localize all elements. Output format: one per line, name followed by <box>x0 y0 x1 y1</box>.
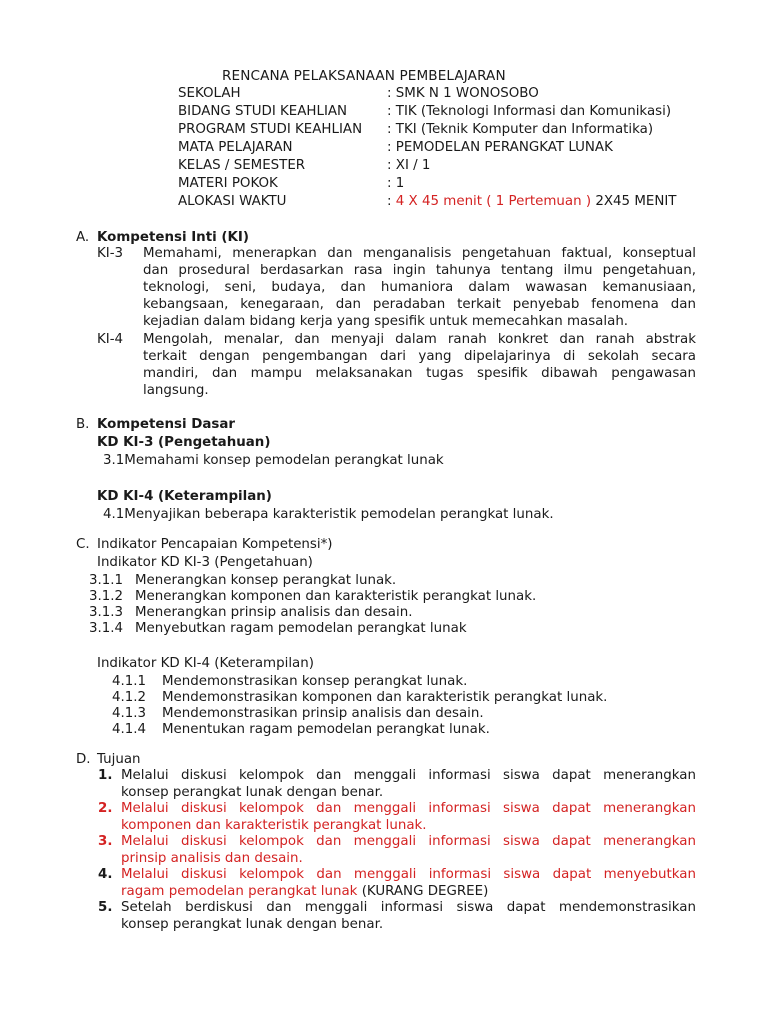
goal-3-num: 3. <box>98 834 113 849</box>
goal-line <box>121 850 696 867</box>
goal-1-num: 1. <box>98 768 113 783</box>
ki4-line: terkait dengan pengembangan dari yang dipelajarinya di sekolah secara <box>143 349 696 364</box>
goal-line <box>121 817 696 834</box>
goal-4-num: 4. <box>98 867 113 882</box>
ki3-line: teknologi, seni, budaya, dan humaniora dalam wawasan kemanusiaan, <box>143 280 696 295</box>
kd-3-1-item: 3.1Memahami konsep pemodelan perangkat lunak <box>103 453 444 468</box>
goal-line: Melalui diskusi kelompok dan menggali informasi siswa dapat menerangkan <box>121 834 696 849</box>
time-colon: : <box>387 194 392 209</box>
goal-2-text <box>121 800 696 834</box>
ki4-text <box>143 331 696 399</box>
goal-line: Melalui diskusi kelompok dan menggali informasi siswa dapat menyebutkan <box>121 867 696 882</box>
ind-3-1-3-text: Menerangkan prinsip analisis dan desain. <box>135 605 413 620</box>
goal-4-note: (KURANG DEGREE) <box>361 884 489 899</box>
section-b-heading: Kompetensi Dasar <box>97 417 235 432</box>
time-value-suffix: 2X45 MENIT <box>595 194 677 209</box>
ind-3-1-4-text: Menyebutkan ragam pemodelan perangkat lunak <box>135 621 467 636</box>
header-label-school: SEKOLAH <box>178 86 241 101</box>
goal-line-part: prinsip analisis dan desain. <box>121 851 303 866</box>
ind-4-1-2-num: 4.1.2 <box>112 690 147 705</box>
header-label-subject: MATA PELAJARAN <box>178 140 293 155</box>
section-a-letter: A. <box>76 230 90 245</box>
goal-line: Melalui diskusi kelompok dan menggali informasi siswa dapat menerangkan <box>121 801 696 816</box>
ind-ki4-heading: Indikator KD KI-4 (Keterampilan) <box>97 656 314 671</box>
header-label-class: KELAS / SEMESTER <box>178 158 306 173</box>
ki3-line: Memahami, menerapkan dan menganalisis pengetahuan faktual, konseptual <box>143 246 696 261</box>
goal-5-num: 5. <box>98 900 113 915</box>
section-c-letter: C. <box>76 537 90 552</box>
header-value-class: : XI / 1 <box>387 158 431 173</box>
ind-ki3-heading: Indikator KD KI-3 (Pengetahuan) <box>97 555 313 570</box>
ind-4-1-4-text: Menentukan ragam pemodelan perangkat lunak. <box>162 722 490 737</box>
section-d-letter: D. <box>76 752 91 767</box>
header-value-subject: : PEMODELAN PERANGKAT LUNAK <box>387 140 613 155</box>
header-value-program: : TKI (Teknik Komputer dan Informatika) <box>387 122 654 137</box>
ki3-code: KI-3 <box>97 246 124 261</box>
ki4-code: KI-4 <box>97 332 124 347</box>
ind-4-1-1-num: 4.1.1 <box>112 674 147 689</box>
ind-4-1-1-text: Mendemonstrasikan konsep perangkat lunak. <box>162 674 468 689</box>
goal-5-text <box>121 899 696 933</box>
section-a-heading: Kompetensi Inti (KI) <box>97 230 249 245</box>
header-label-field: BIDANG STUDI KEAHLIAN <box>178 104 348 119</box>
ind-4-1-2-text: Mendemonstrasikan komponen dan karakteristik perangkat lunak. <box>162 690 608 705</box>
goal-line: Melalui diskusi kelompok dan menggali informasi siswa dapat menerangkan <box>121 768 696 783</box>
section-b-letter: B. <box>76 417 90 432</box>
goal-3-text <box>121 833 696 867</box>
ki4-line: langsung. <box>143 383 209 398</box>
ind-4-1-4-num: 4.1.4 <box>112 722 147 737</box>
ind-3-1-1-text: Menerangkan konsep perangkat lunak. <box>135 573 397 588</box>
goal-line-part: ragam pemodelan perangkat lunak <box>121 884 358 899</box>
ind-3-1-1-num: 3.1.1 <box>89 573 124 588</box>
ki3-line: kebangsaan, kenegaraan, dan peradaban terkait penyebab fenomena dan <box>143 297 696 312</box>
kd-4-1-item: 4.1Menyajikan beberapa karakteristik pemodelan perangkat lunak. <box>103 507 554 522</box>
ind-3-1-2-num: 3.1.2 <box>89 589 124 604</box>
goal-line-part: konsep perangkat lunak dengan benar. <box>121 917 384 932</box>
ki3-line: kejadian dalam bidang kerja yang spesifik untuk memecahkan masalah. <box>143 314 629 329</box>
ind-3-1-3-num: 3.1.3 <box>89 605 124 620</box>
time-value-red: 4 X 45 menit ( 1 Pertemuan ) <box>395 194 592 209</box>
goal-line <box>121 883 696 900</box>
header-value-material: : 1 <box>387 176 405 191</box>
goal-line-part: komponen dan karakteristik perangkat lunak. <box>121 818 427 833</box>
goal-line <box>121 916 696 933</box>
ind-3-1-4-num: 3.1.4 <box>89 621 124 636</box>
section-c-heading: Indikator Pencapaian Kompetensi*) <box>97 537 333 552</box>
ind-4-1-3-text: Mendemonstrasikan prinsip analisis dan desain. <box>162 706 484 721</box>
header-value-time <box>387 194 677 210</box>
goal-line: Setelah berdiskusi dan menggali informasi siswa dapat mendemonstrasikan <box>121 900 696 915</box>
header-value-school: : SMK N 1 WONOSOBO <box>387 86 539 101</box>
goal-line-part: konsep perangkat lunak dengan benar. <box>121 785 384 800</box>
goal-1-text <box>121 767 696 801</box>
kd-ki3-heading: KD KI-3 (Pengetahuan) <box>97 435 271 450</box>
ind-4-1-3-num: 4.1.3 <box>112 706 147 721</box>
section-d-heading: Tujuan <box>97 752 141 767</box>
ind-3-1-2-text: Menerangkan komponen dan karakteristik perangkat lunak. <box>135 589 537 604</box>
kd-ki4-heading: KD KI-4 (Keterampilan) <box>97 489 272 504</box>
header-label-material: MATERI POKOK <box>178 176 278 191</box>
header-value-field: : TIK (Teknologi Informasi dan Komunikasi) <box>387 104 672 119</box>
goal-line <box>121 784 696 801</box>
header-label-program: PROGRAM STUDI KEAHLIAN <box>178 122 363 137</box>
ki3-line: dan prosedural berdasarkan rasa ingin tahunya tentang ilmu pengetahuan, <box>143 263 696 278</box>
goal-2-num: 2. <box>98 801 113 816</box>
document-title: RENCANA PELAKSANAAN PEMBELAJARAN <box>222 68 506 84</box>
ki4-line: mandiri, dan mampu melaksanakan tugas spesifik dibawah pengawasan <box>143 366 696 381</box>
ki3-text <box>143 245 696 330</box>
goal-4-text <box>121 866 696 900</box>
ki4-line: Mengolah, menalar, dan menyaji dalam ranah konkret dan ranah abstrak <box>143 332 696 347</box>
header-label-time: ALOKASI WAKTU <box>178 194 287 209</box>
